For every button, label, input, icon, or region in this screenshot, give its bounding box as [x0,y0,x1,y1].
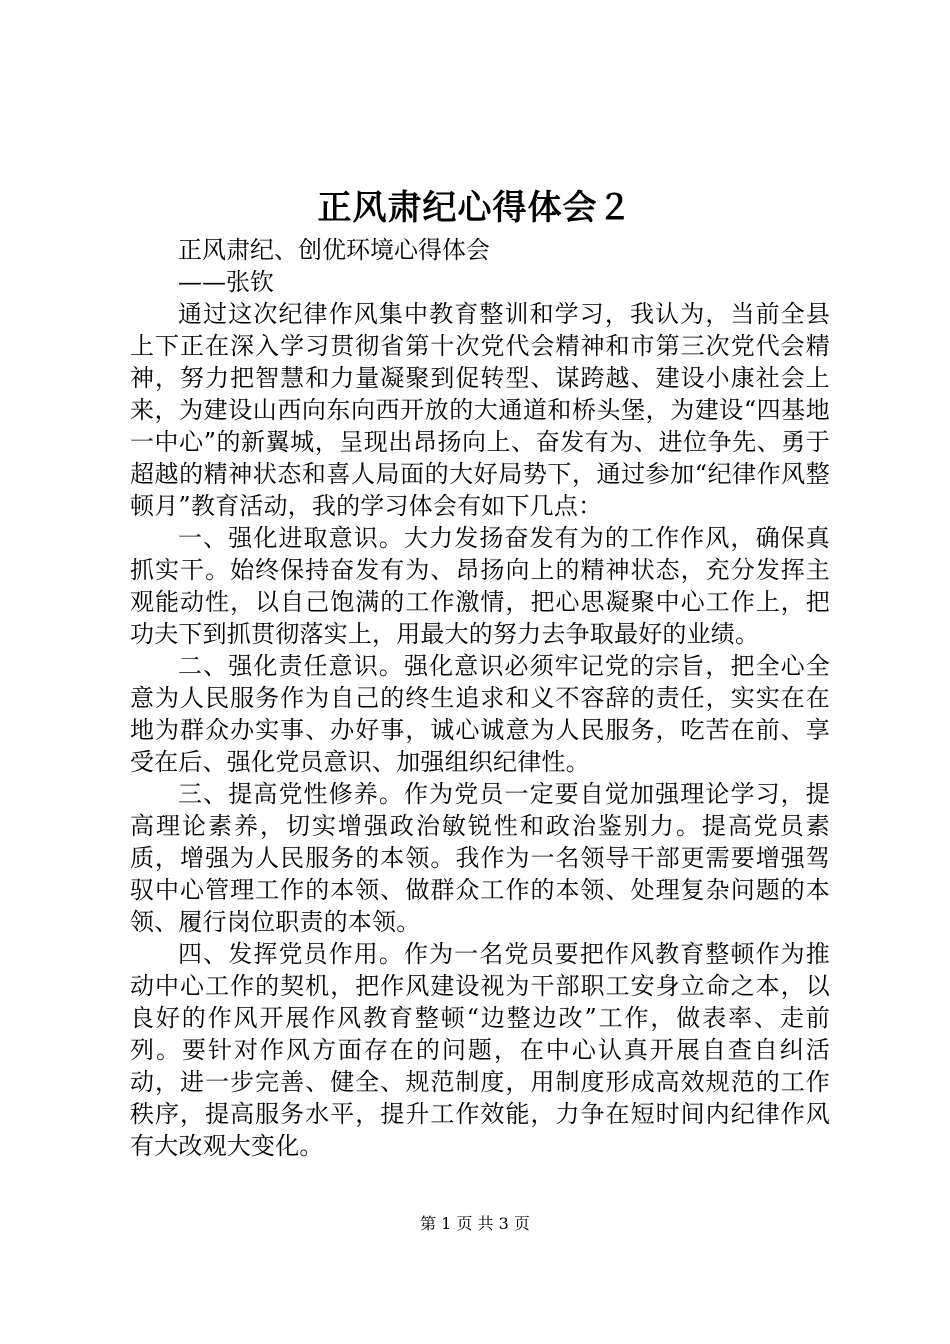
paragraph-3: 三、提高党性修养。作为党员一定要自觉加强理论学习，提高理论素养，切实增强政治敏锐性和政治鉴别力。提高党员素质，增强为人民服务的本领。我作为一名领导干部更需要增强驾驭中心管理工作的本领、做群众工作的本领、处理复杂问题的本领、履行岗位职责的本领。 [130,780,830,936]
paragraph-4: 四、发挥党员作用。作为一名党员要把作风教育整顿作为推动中心工作的契机，把作风建设视为干部职工安身立命之本，以良好的作风开展作风教育整顿“边整边改”工作，做表率、走前列。要针对作风方面存在的问题，在中心认真开展自查自纠活动，进一步完善、健全、规范制度，用制度形成高效规范的工作秩序，提高服务水平，提升工作效能，力争在短时间内纪律作风有大改观大变化。 [130,940,830,1160]
paragraph-2: 二、强化责任意识。强化意识必须牢记党的宗旨，把全心全意为人民服务作为自己的终生追求和义不容辞的责任，实实在在地为群众办实事、办好事，诚心诚意为人民服务，吃苦在前、享受在后、强化党员意识、加强组织纪律性。 [130,652,830,776]
document-title: 正风肃纪心得体会２ [317,188,633,228]
page-footer: 第 1 页 共 3 页 [420,1214,530,1233]
document-subtitle: 正风肃纪、创优环境心得体会 [178,236,490,264]
author-line: ——张钦 [178,268,274,296]
paragraph-intro: 通过这次纪律作风集中教育整训和学习，我认为，当前全县上下正在深入学习贯彻省第十次党代会精神和市第三次党代会精神，努力把智慧和力量凝聚到促转型、谋跨越、建设小康社会上来，为建设山西向东向西开放的大通道和桥头堡，为建设“四基地一中心”的新翼城，呈现出昂扬向上、奋发有为、进位争先、勇于超越的精神状态和喜人局面的大好局势下，通过参加“纪律作风整顿月”教育活动，我的学习体会有如下几点： [130,300,830,520]
paragraph-1: 一、强化进取意识。大力发扬奋发有为的工作作风，确保真抓实干。始终保持奋发有为、昂扬向上的精神状态，充分发挥主观能动性，以自己饱满的工作激情，把心思凝聚中心工作上，把功夫下到抓贯彻落实上，用最大的努力去争取最好的业绩。 [130,524,830,648]
document-body [130,234,830,1162]
